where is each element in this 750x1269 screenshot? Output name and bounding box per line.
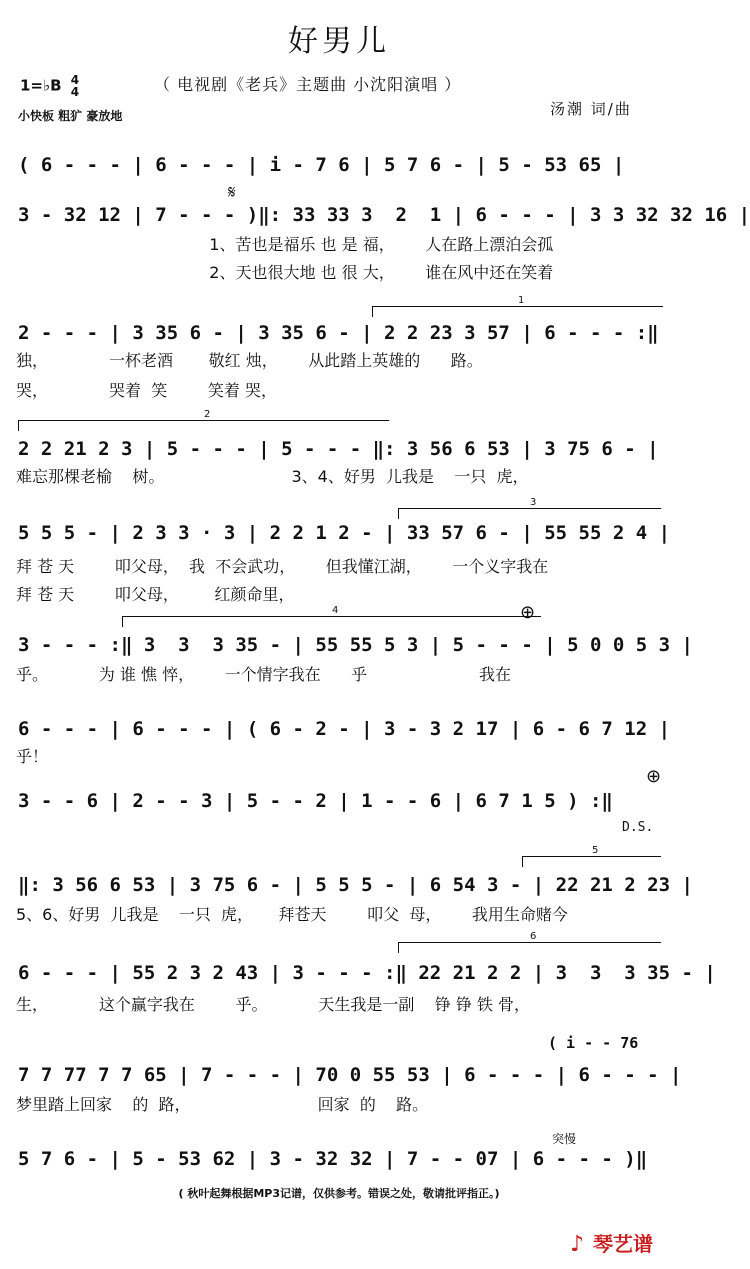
lyric-line: 2、天也很大地 也 很 大， 谁在风中还在笑着 (16, 263, 554, 282)
notation-line: 5 5 5 - | 2 3 3 · 3 | 2 2 1 2 - | 33 57 6 - | 55 55 2 4 | (18, 522, 671, 544)
author-credit: 汤潮 词/曲 (550, 100, 632, 118)
song-subtitle: （ 电视剧《老兵》主题曲 小沈阳演唱 ） (154, 75, 462, 94)
notation-line: 6 - - - | 55 2 3 2 43 | 3 - - - :‖ 22 21 2 2 | 3 3 3 35 - | (18, 962, 716, 984)
volta-number: 3 (530, 497, 537, 508)
volta-bracket (18, 409, 389, 431)
notation-line: 3 - - - :‖ 3 3 3 35 - | 55 55 5 3 | 5 - - - | 5 0 0 5 3 | (18, 634, 693, 656)
bracket-notation: ( i - - 76 (548, 1034, 639, 1052)
logo-icon: ♪ (570, 1232, 585, 1257)
lyric-line: 独， 一杯老酒 敬红 烛， 从此踏上英雄的 路。 (16, 351, 483, 370)
logo-text: 琴艺谱 (593, 1232, 654, 1256)
coda-icon: ⊕ (520, 602, 536, 623)
coda-icon: ⊕ (646, 766, 662, 787)
volta-number: 2 (204, 409, 211, 420)
lyric-line: 生， 这个赢字我在 乎。 天生我是一副 铮 铮 铁 骨， (16, 995, 531, 1014)
volta-number: 5 (592, 845, 599, 856)
lyric-line: 1、苦也是福乐 也 是 福， 人在路上漂泊会孤 (16, 235, 554, 254)
volta-number: 1 (518, 295, 525, 306)
transcription-note: ( 秋叶起舞根据MP3记谱，仅供参考。错误之处，敬请批评指正。) (178, 1187, 500, 1200)
notation-line: 2 2 21 2 3 | 5 - - - | 5 - - - ‖: 3 56 6 53 | 3 75 6 - | (18, 438, 659, 460)
notation-line: 6 - - - | 6 - - - | ( 6 - 2 - | 3 - 3 2 17 | 6 - 6 7 12 | (18, 718, 671, 740)
notation-line: 7 7 77 7 7 65 | 7 - - - | 70 0 55 53 | 6 - - - | 6 - - - | (18, 1064, 682, 1086)
segno-icon: 𝄋 (228, 182, 236, 203)
time-bottom: 4 (70, 85, 80, 99)
volta-number: 4 (332, 605, 339, 616)
volta-number: 6 (530, 931, 537, 942)
notation-line: 5 7 6 - | 5 - 53 62 | 3 - 32 32 | 7 - - 07 | 6 - - - )‖ (18, 1148, 648, 1170)
lyric-line: 梦里踏上回家 的 路， 回家 的 路。 (16, 1095, 429, 1114)
notation-line: ‖: 3 56 6 53 | 3 75 6 - | 5 5 5 - | 6 54 3 - | 22 21 2 23 | (18, 874, 693, 896)
lyric-line: 拜 苍 天 叩父母， 我 不会武功， 但我懂江湖， 一个义字我在 (16, 557, 549, 576)
notation-line: 3 - - 6 | 2 - - 3 | 5 - - 2 | 1 - - 6 | 6 7 1 5 ) :‖ (18, 790, 613, 812)
lyric-line: 乎！ (16, 747, 49, 766)
key-label: 1=♭B (20, 76, 62, 95)
lyric-line: 5、6、好男 儿我是 一只 虎， 拜苍天 叩父 母， 我用生命赌今 (16, 905, 568, 924)
site-logo (570, 1228, 653, 1257)
notation-line: 2 - - - | 3 35 6 - | 3 35 6 - | 2 2 23 3 57 | 6 - - - :‖ (18, 322, 659, 344)
volta-bracket (398, 931, 661, 953)
volta-bracket (372, 295, 663, 317)
lyric-line: 哭， 哭着 笑 笑着 哭， (16, 381, 277, 400)
tempo-change-mark: 突慢 (552, 1132, 577, 1146)
notation-line: ( 6 - - - | 6 - - - | i - 7 6 | 5 7 6 - | 5 - 53 65 | (18, 154, 625, 176)
notation-line: 3 - 32 12 | 7 - - - )‖: 33 33 3 2 1 | 6 - - - | 3 3 32 32 16 | (18, 204, 750, 226)
song-title: 好男儿 (288, 24, 390, 59)
key-signature (20, 74, 79, 98)
volta-bracket (122, 605, 541, 627)
volta-bracket (522, 845, 661, 867)
lyric-line: 乎。 为 谁 憔 悴， 一个情字我在 乎 我在 (16, 665, 512, 684)
lyric-line: 难忘那棵老榆 树。 3、4、好男 儿我是 一只 虎， (16, 467, 529, 486)
time-signature (71, 74, 79, 98)
time-top: 4 (70, 73, 80, 87)
lyric-line: 拜 苍 天 叩父母， 红颜命里， (16, 585, 295, 604)
dal-segno-mark: D.S. (622, 820, 654, 835)
tempo-marking: 小快板 粗犷 豪放地 (18, 109, 123, 123)
